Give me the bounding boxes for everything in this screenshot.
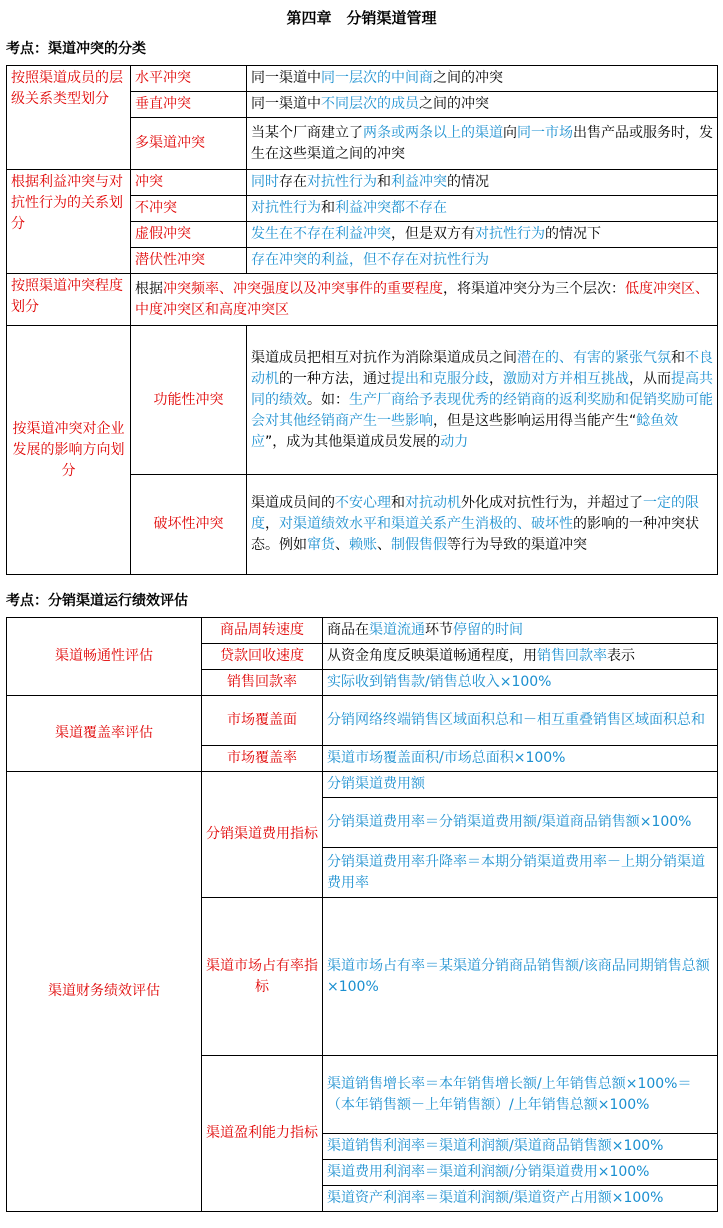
- type-cell: 不冲突: [131, 196, 247, 222]
- chapter-title: 第四章 分销渠道管理: [286, 9, 437, 27]
- type-cell: 潜伏性冲突: [131, 248, 247, 274]
- category-cell: 渠道覆盖率评估: [7, 696, 202, 772]
- desc-cell: 渠道资产利润率＝渠道利润额/渠道资产占用额×100%: [323, 1186, 718, 1212]
- table-row: [7, 170, 718, 196]
- desc-cell: 分销网络终端销售区域面积总和－相互重叠销售区域面积总和: [323, 696, 718, 746]
- type-cell: 商品周转速度: [202, 618, 323, 644]
- category-cell: 按照渠道成员的层级关系类型划分: [7, 66, 131, 170]
- table-row: [7, 618, 718, 644]
- type-cell: 多渠道冲突: [131, 118, 247, 170]
- desc-cell: 分销渠道费用率升降率＝本期分销渠道费用率－上期分销渠道费用率: [323, 848, 718, 898]
- desc-cell: 发生在不存在利益冲突，但是双方有对抗性行为的情况下: [247, 222, 718, 248]
- desc-cell: 当某个厂商建立了两条或两条以上的渠道向同一市场出售产品或服务时，发生在这些渠道之间的冲突: [247, 118, 718, 170]
- desc-cell: 同时存在对抗性行为和利益冲突的情况: [247, 170, 718, 196]
- type-cell: 市场覆盖率: [202, 746, 323, 772]
- table-row: [7, 66, 718, 92]
- desc-cell: 根据冲突频率、冲突强度以及冲突事件的重要程度，将渠道冲突分为三个层次：低度冲突区、中度冲突区和高度冲突区: [131, 274, 718, 326]
- desc-cell: 从资金角度反映渠道畅通程度，用销售回款率表示: [323, 644, 718, 670]
- desc-cell: 分销渠道费用额: [323, 772, 718, 798]
- type-cell: 功能性冲突: [131, 326, 247, 475]
- category-cell: 按渠道冲突对企业发展的影响方向划分: [7, 326, 131, 575]
- type-cell: 渠道盈利能力指标: [202, 1056, 323, 1212]
- type-cell: 破坏性冲突: [131, 475, 247, 575]
- type-cell: 虚假冲突: [131, 222, 247, 248]
- desc-cell: 对抗性行为和利益冲突都不存在: [247, 196, 718, 222]
- desc-cell: 实际收到销售款/销售总收入×100%: [323, 670, 718, 696]
- section-heading-performance: 考点：分销渠道运行绩效评估: [6, 593, 188, 609]
- desc-cell: 渠道销售增长率＝本年销售增长额/上年销售总额×100%＝（本年销售额－上年销售额）/上年销售总额×100%: [323, 1056, 718, 1134]
- desc-cell: 同一渠道中同一层次的中间商之间的冲突: [247, 66, 718, 92]
- table-row: [7, 696, 718, 746]
- category-cell: 根据利益冲突与对抗性行为的关系划分: [7, 170, 131, 274]
- type-cell: 渠道市场占有率指标: [202, 898, 323, 1056]
- desc-cell: 渠道市场占有率＝某渠道分销商品销售额/该商品同期销售总额×100%: [323, 898, 718, 1056]
- desc-cell: 渠道费用利润率＝渠道利润额/分销渠道费用×100%: [323, 1160, 718, 1186]
- table-row: [7, 274, 718, 326]
- type-cell: 市场覆盖面: [202, 696, 323, 746]
- table-row: [7, 772, 718, 798]
- category-cell: 渠道畅通性评估: [7, 618, 202, 696]
- section-heading-conflict: 考点：渠道冲突的分类: [6, 41, 146, 57]
- type-cell: 贷款回收速度: [202, 644, 323, 670]
- category-cell: 按照渠道冲突程度划分: [7, 274, 131, 326]
- desc-cell: 渠道销售利润率＝渠道利润额/渠道商品销售额×100%: [323, 1134, 718, 1160]
- type-cell: 分销渠道费用指标: [202, 772, 323, 898]
- table-row: [7, 326, 718, 475]
- desc-cell: 渠道市场覆盖面积/市场总面积×100%: [323, 746, 718, 772]
- conflict-classification-table: [6, 65, 718, 575]
- desc-cell: 商品在渠道流通环节停留的时间: [323, 618, 718, 644]
- desc-cell: 渠道成员把相互对抗作为消除渠道成员之间潜在的、有害的紧张气氛和不良动机的一种方法，通过提出和克服分歧，激励对方并相互挑战，从而提高共同的绩效。如：生产厂商给予表现优秀的经销商的返利奖励和促销奖励可能会对其他经销商产生一些影响，但是这些影响运用得当能产生“鲶鱼效应”，成为其他渠道成员发展的动力: [247, 326, 718, 475]
- desc-cell: 分销渠道费用率＝分销渠道费用额/渠道商品销售额×100%: [323, 798, 718, 848]
- performance-evaluation-table: [6, 617, 718, 1212]
- type-cell: 垂直冲突: [131, 92, 247, 118]
- desc-cell: 存在冲突的利益，但不存在对抗性行为: [247, 248, 718, 274]
- desc-cell: 同一渠道中不同层次的成员之间的冲突: [247, 92, 718, 118]
- type-cell: 冲突: [131, 170, 247, 196]
- desc-cell: 渠道成员间的不安心理和对抗动机外化成对抗性行为，并超过了一定的限度，对渠道绩效水平和渠道关系产生消极的、破坏性的影响的一种冲突状态。例如窜货、赖账、制假售假等行为导致的渠道冲突: [247, 475, 718, 575]
- type-cell: 销售回款率: [202, 670, 323, 696]
- type-cell: 水平冲突: [131, 66, 247, 92]
- category-cell: 渠道财务绩效评估: [7, 772, 202, 1212]
